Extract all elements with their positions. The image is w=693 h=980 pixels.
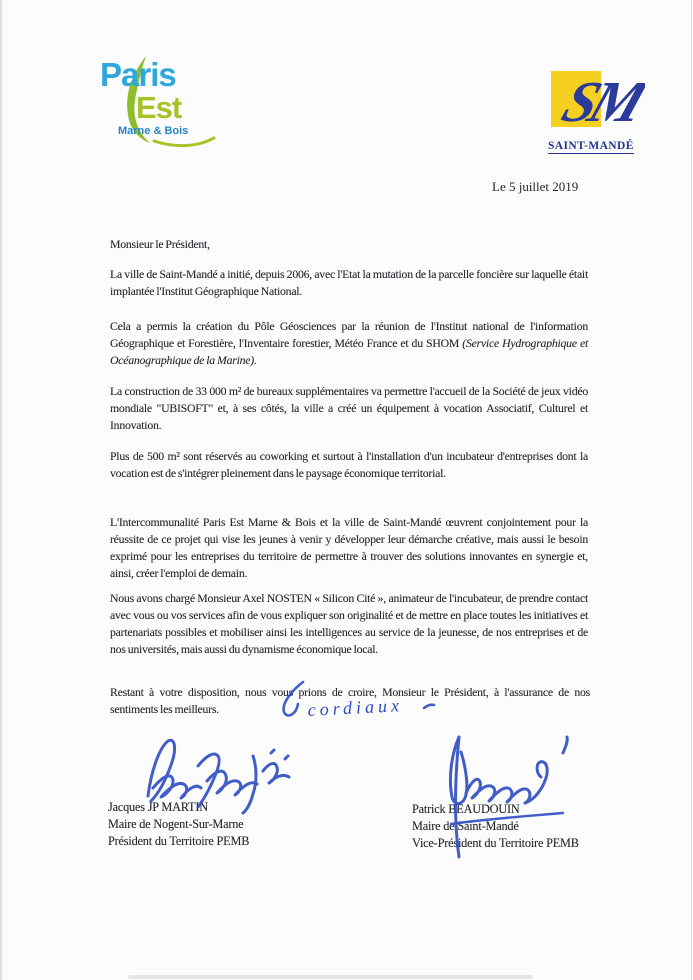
paragraph-text: La construction de 33 000 m² de bureaux supplémentaires va permettre l'accueil de la Société de jeux vidéo mondiale "UBISOFT" et, à ses côtés, la ville a créé un équipement à vocation Associatif, Culturel et Innovation. bbox=[110, 384, 588, 432]
paragraph-text: Nous avons chargé Monsieur Axel NOSTEN « Silicon Cité », animateur de l'incubateur, de prendre contact avec vous ou vos services afin de vous expliquer son originalité et de mettre en place toutes les initiatives et partenariats possibles et mobiliser ainsi les intelligences au service de la jeunesse, de nos entreprises et de nos universités, mais aussi du dynamisme économique local. bbox=[110, 591, 588, 656]
scan-edge-left bbox=[0, 0, 2, 980]
paragraph-italic-text: (Service Hydrographique et Océanographique de la Marine). bbox=[110, 336, 588, 367]
paragraph-text: L'Intercommunalité Paris Est Marne & Bois et la ville de Saint-Mandé œuvrent conjointement pour la réussite de ce projet qui vise les jeunes à venir y développer leur démarche créative, mais aussi le besoin exprimé pour les entreprises du territoire de permettre à trouver des solutions innovantes en synergie et, ainsi, créer l'emploi de demain. bbox=[110, 515, 588, 580]
scan-artifact-bottom bbox=[128, 975, 533, 979]
saint-mande-label: SAINT-MANDÉ bbox=[548, 140, 634, 152]
signatory-right-title1: Maire de Saint-Mandé bbox=[412, 819, 519, 833]
scan-edge-right bbox=[691, 0, 692, 980]
signatory-left-name: Jacques JP MARTIN bbox=[108, 800, 208, 814]
cordiaux-handwritten-word: cordiaux bbox=[307, 695, 404, 720]
paragraph-6 bbox=[110, 590, 588, 658]
signatory-left-title1: Maire de Nogent-Sur-Marne bbox=[108, 817, 244, 831]
paragraph-text: Cela a permis la création du Pôle Géosciences par la réunion de l'Institut national de l'information Géographique et Forestière, l'Inventaire forestier, Météo France et du SHOM bbox=[110, 319, 588, 350]
letter-date: Le 5 juillet 2019 bbox=[492, 179, 579, 194]
paragraph-text: La ville de Saint-Mandé a initié, depuis 2006, avec l'Etat la mutation de la parcelle foncière sur laquelle était implantée l'Institut Géographique National. bbox=[110, 267, 588, 298]
paragraph-5 bbox=[110, 514, 588, 582]
paragraph-4 bbox=[110, 448, 588, 482]
signatory-right-title2: Vice-Président du Territoire PEMB bbox=[412, 836, 579, 850]
marne-bois-subtitle: Marne & Bois bbox=[118, 125, 189, 137]
paragraph-1 bbox=[110, 266, 588, 300]
signatory-left-block bbox=[108, 799, 249, 850]
sm-monogram-text: SM bbox=[554, 69, 645, 131]
paris-est-logo bbox=[90, 50, 240, 155]
paragraph-3 bbox=[110, 383, 588, 434]
signatory-right-name: Patrick BEAUDOUIN bbox=[412, 802, 520, 816]
paris-logo-word: Paris bbox=[100, 56, 176, 93]
signatory-right-block bbox=[412, 801, 579, 852]
paragraph-closing bbox=[110, 684, 590, 718]
salutation: Monsieur le Président, bbox=[110, 237, 210, 251]
logo-underline-swoosh-icon bbox=[154, 138, 214, 146]
signatory-left-title2: Président du Territoire PEMB bbox=[108, 834, 250, 848]
paragraph-text: Restant à votre disposition, nous vous prions de croire, Monsieur le Président, à l'assurance de nos sentiments les meilleurs. bbox=[110, 685, 590, 716]
saint-mande-monogram bbox=[545, 55, 645, 131]
paragraph-text: Plus de 500 m² sont réservés au coworking et surtout à l'installation d'un incubateur d'entreprises dont la vocation est de s'intégrer pleinement dans le paysage économique territorial. bbox=[110, 449, 588, 480]
paragraph-2 bbox=[110, 318, 588, 369]
est-logo-word: Est bbox=[136, 90, 182, 125]
saint-mande-logo bbox=[545, 55, 655, 154]
